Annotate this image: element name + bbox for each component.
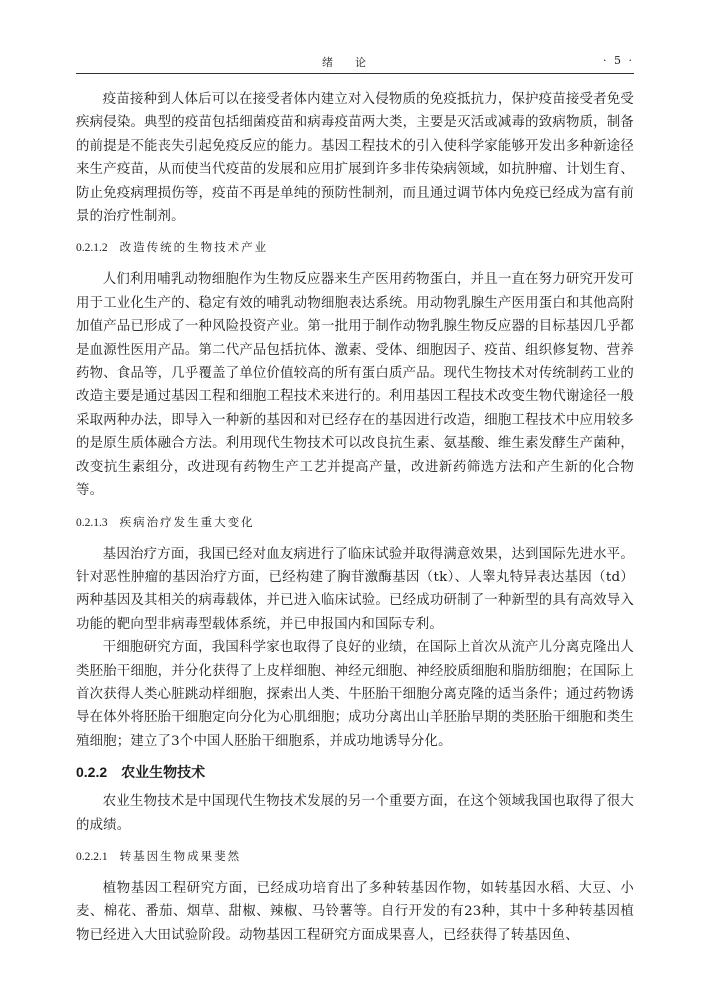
subsection-number: 0.2.2.1: [76, 850, 108, 863]
subsection-title: 改造传统的生物技术产业: [119, 240, 269, 255]
subsection-heading: [76, 512, 634, 533]
subsection-number: 0.2.1.3: [76, 516, 108, 529]
subsection-heading: [76, 846, 634, 867]
subsection-title: 转基因生物成果斐然: [119, 848, 242, 863]
paragraph: 人们利用哺乳动物细胞作为生物反应器来生产医用药物蛋白，并且一直在努力研究开发可用于工业化生产的、稳定有效的哺乳动物细胞表达系统。用动物乳腺生产医用蛋白和其他高附加值产品已形成了一种风险投资产业。第一批用于制作动物乳腺生物反应器的目标基因几乎都是血源性医用产品。第二代产品包括抗体、激素、受体、细胞因子、疫苗、组织修复物、营养药物、食品等，几乎覆盖了单位价值较高的所有蛋白质产品。现代生物技术对传统制药工业的改造主要是通过基因工程和细胞工程技术来进行的。利用基因工程技术改变生物代谢途径一般采取两种办法，即导入一种新的基因和对已经存在的基因进行改造，细胞工程技术中应用较多的是原生质体融合方法。利用现代生物技术可以改良抗生素、氨基酸、维生素发酵生产菌种，改变抗生素组分，改进现有药物生产工艺并提高产量，改进新药筛选方法和产生新的化合物等。: [76, 272, 634, 499]
paragraph: 基因治疗方面，我国已经对血友病进行了临床试验并取得满意效果，达到国际先进水平。针对恶性肿瘤的基因治疗方面，已经构建了胸苷激酶基因（tk）、人睾丸特异表达基因（td）两种基因及其相关的病毒载体，并已进入临床试验。已经成功研制了一种新型的具有高效导入功能的靶向型非病毒型载体系统，并已申报国内和国际专利。: [76, 546, 634, 632]
running-header: [76, 52, 634, 70]
section-heading: [76, 761, 634, 784]
subsection-number: 0.2.1.2: [76, 242, 108, 255]
paragraph: 植物基因工程研究方面，已经成功培育出了多种转基因作物，如转基因水稻、大豆、小麦、棉花、番茄、烟草、甜椒、辣椒、马铃薯等。自行开发的有23种，其中十多种转基因植物已经进入大田试验阶段。动物基因工程研究方面成果喜人，已经获得了转基因鱼、: [76, 880, 634, 943]
subsection-title: 疾病治疗发生重大变化: [119, 514, 255, 529]
header-rule: [76, 73, 634, 74]
section-title: 农业生物技术: [121, 765, 206, 782]
paragraph: 干细胞研究方面，我国科学家也取得了良好的业绩，在国际上首次从流产儿分离克隆出人类胚胎干细胞，并分化获得了上皮样细胞、神经元细胞、神经胶质细胞和脂肪细胞；在国际上首次获得人类心脏跳动样细胞，探索出人类、牛胚胎干细胞分离克隆的适当条件；通过药物诱导在体外将胚胎干细胞定向分化为心肌细胞；成功分离出山羊胚胎早期的类胚胎干细胞和类生殖细胞；建立了3个中国人胚胎干细胞系，并成功地诱导分化。: [76, 640, 634, 749]
paragraph: 农业生物技术是中国现代生物技术发展的另一个重要方面，在这个领域我国也取得了很大的成绩。: [76, 794, 634, 833]
subsection-heading: [76, 237, 634, 258]
page-number: · 5 ·: [603, 54, 634, 67]
header-title: 绪论: [322, 56, 388, 69]
section-number: 0.2.2: [76, 764, 108, 781]
paragraph: 疫苗接种到人体后可以在接受者体内建立对入侵物质的免疫抵抗力，保护疫苗接受者免受疾病侵染。典型的疫苗包括细菌疫苗和病毒疫苗两大类，主要是灭活或减毒的致病物质，制备的前提是不能丧失引起免疫反应的能力。基因工程技术的引入使科学家能够开发出多种新途径来生产疫苗，从而使当代疫苗的发展和应用扩展到许多非传染病领域，如抗肿瘤、计划生育、防止免疫病理损伤等，疫苗不再是单纯的预防性制剂，而且通过调节体内免疫已经成为富有前景的治疗性制剂。: [76, 92, 634, 225]
page-body: [76, 88, 634, 947]
